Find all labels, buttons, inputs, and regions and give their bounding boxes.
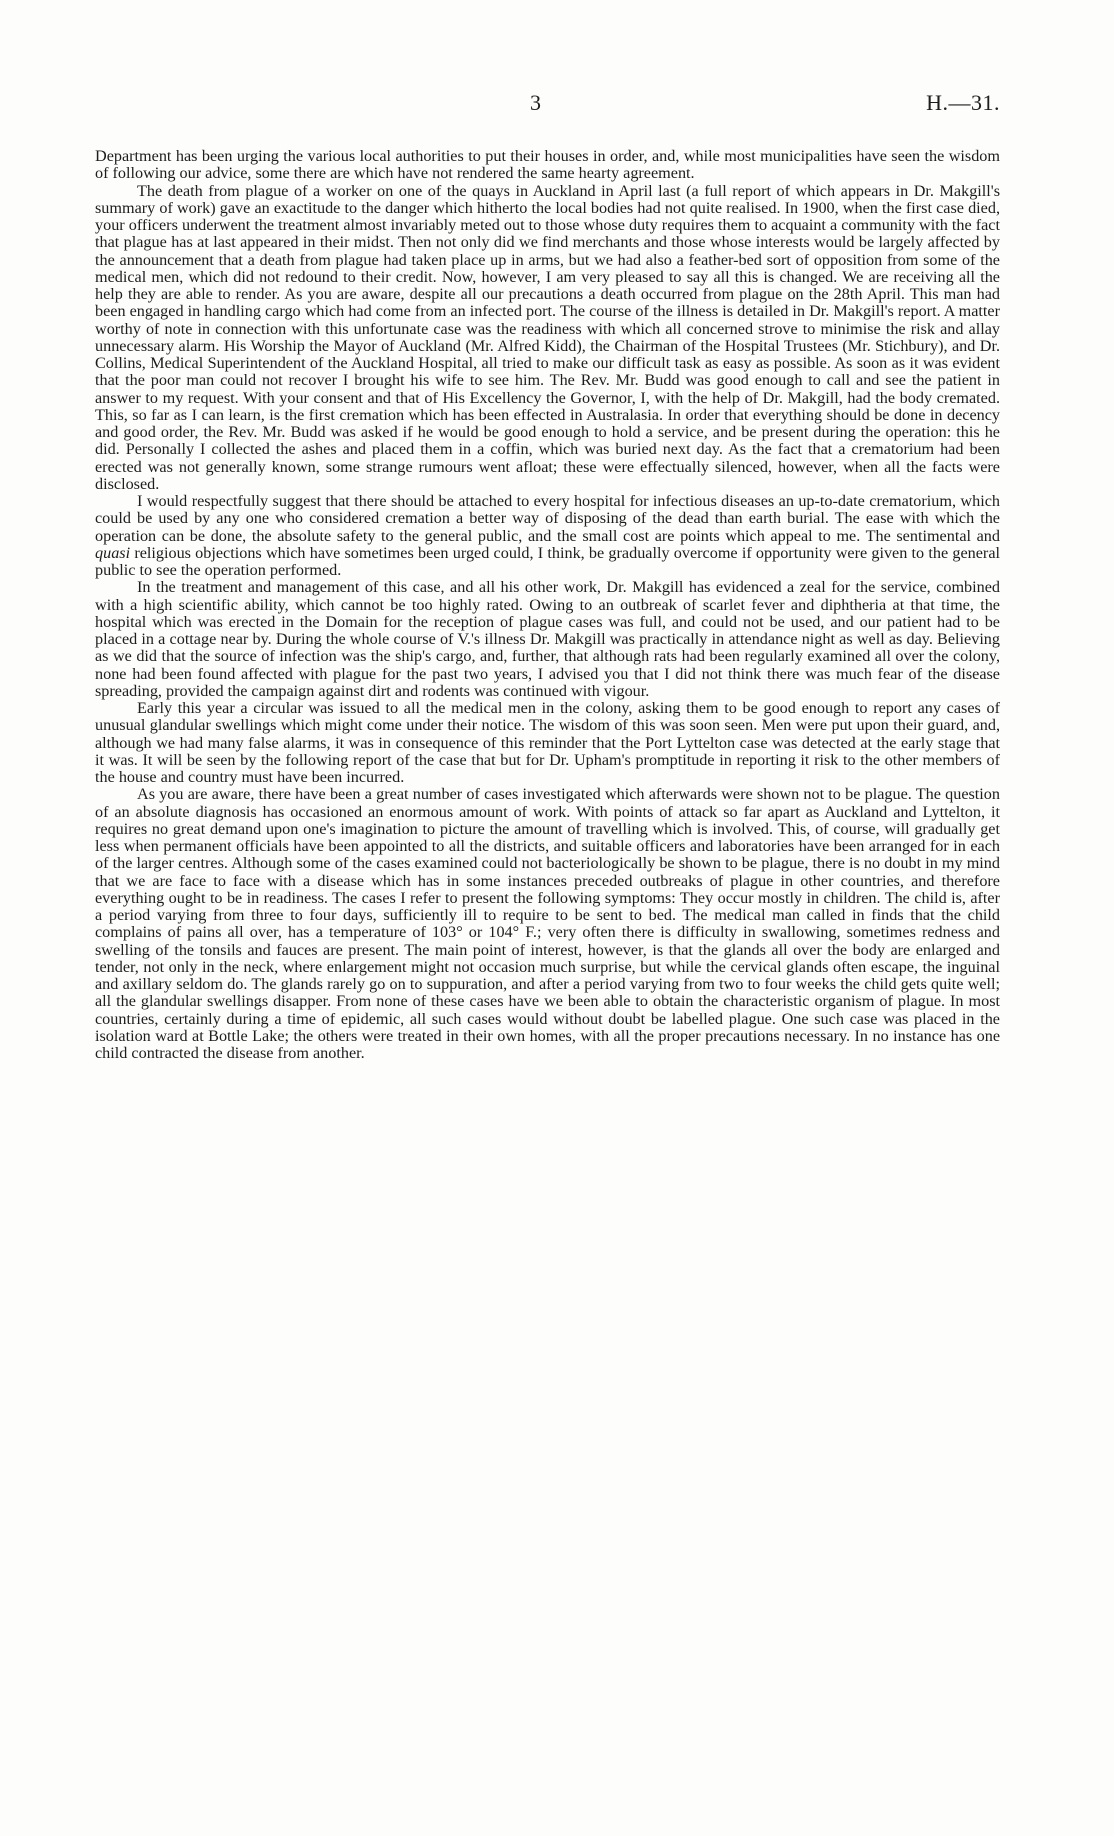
paragraph-1: Department has been urging the various local authorities to put their houses in order, and, while most municipalities have seen the wisdom of following our advice, some there are which have not rendered the same hearty agreement. [95, 147, 1000, 183]
italic-term: quasi [95, 543, 131, 562]
paragraph-5: Early this year a circular was issued to all the medical men in the colony, asking them to be good enough to report any cases of unusual glandular swellings which might come under their notice. The wisdom of this was soon seen. Men were put upon their guard, and, although we had many false alarms, it was in consequence of this reminder that the Port Lyttelton case was detected at the early stage that it was. It will be seen by the following report of the case that but for Dr. Upham's promptitude in reporting it risk to the other members of the house and country must have been incurred. [95, 699, 1000, 786]
page-number: 3 [530, 90, 541, 115]
body-text [95, 148, 1000, 1062]
paragraph-4: In the treatment and management of this case, and all his other work, Dr. Makgill has evidenced a zeal for the service, combined with a high scientific ability, which cannot be too highly rated. Owing to an outbreak of scarlet fever and diphtheria at that time, the hospital which was erected in the Domain for the reception of plague cases was full, and could not be used, and our patient had to be placed in a cottage near by. During the whole course of V.'s illness Dr. Makgill was practically in attendance night as well as day. Believing as we did that the source of infection was the ship's cargo, and, further, that although rats had been regularly examined all over the colony, none had been found affected with plague for the past two years, I advised you that I did not think there was much fear of the disease spreading, provided the campaign against dirt and rodents was continued with vigour. [95, 578, 1000, 700]
paragraph-3-text-before: I would respectfully suggest that there should be attached to every hospital for infectious diseases an up-to-date crematorium, which could be used by any one who considered cremation a better way of disposing of the dead than earth burial. The ease with which the operation can be done, the absolute safety to the general public, and the small cost are points which appeal to me. The sentimental and [95, 492, 1000, 545]
paragraph-2: The death from plague of a worker on one of the quays in Auckland in April last (a full report of which appears in Dr. Makgill's summary of work) gave an exactitude to the danger which hitherto the local bodies had not quite realised. In 1900, when the first case died, your officers underwent the treatment almost invariably meted out to those whose duty requires them to acquaint a community with the fact that plague has at last appeared in their midst. Then not only did we find merchants and those whose interests would be largely affected by the announcement that a death from plague had taken place up in arms, but we had also a feather-bed sort of opposition from some of the medical men, which did not redound to their credit. Now, however, I am very pleased to say all this is changed. We are receiving all the help they are able to render. As you are aware, despite all our precautions a death occurred from plague on the 28th April. This man had been engaged in handling cargo which had come from an infected port. The course of the illness is detailed in Dr. Makgill's report. A matter worthy of note in connection with this unfortunate case was the readiness with which all concerned strove to minimise the risk and allay unnecessary alarm. His Worship the Mayor of Auckland (Mr. Alfred Kidd), the Chairman of the Hospital Trustees (Mr. Stichbury), and Dr. Collins, Medical Superintendent of the Auckland Hospital, all tried to make our difficult task as easy as possible. As soon as it was evident that the poor man could not recover I brought his wife to see him. The Rev. Mr. Budd was good enough to call and see the patient in answer to my request. With your consent and that of His Excellency the Governor, I, with the help of Dr. Makgill, had the body cremated. This, so far as I can learn, is the first cremation which has been effected in Australasia. In order that everything should be done in decency and good order, the Rev. Mr. Budd was asked if he would be good enough to hold a service, and be present during the operation: this he did. Personally I collected the ashes and placed them in a coffin, which was buried next day. As the fact that a crematorium had been erected was not generally known, some strange rumours went afloat; these were effectually silenced, however, when all the facts were disclosed. [95, 181, 1000, 493]
paragraph-6: As you are aware, there have been a great number of cases investigated which afterwards were shown not to be plague. The question of an absolute diagnosis has occasioned an enormous amount of work. With points of attack so far apart as Auckland and Lyttelton, it requires no great demand upon one's imagination to picture the amount of travelling which is involved. This, of course, will gradually get less when permanent officials have been appointed to all the districts, and suitable officers and laboratories have been arranged for in each of the larger centres. Although some of the cases examined could not bacteriologically be shown to be plague, there is no doubt in my mind that we are face to face with a disease which has in some instances preceded outbreaks of plague in other countries, and therefore everything ought to be in readiness. The cases I refer to present the following symptoms: They occur mostly in children. The child is, after a period varying from three to four days, sufficiently ill to require to be sent to bed. The medical man called in finds that the child complains of pains all over, has a temperature of 103° or 104° F.; very often there is difficulty in swallowing, sometimes redness and swelling of the tonsils and fauces are present. The main point of interest, however, is that the glands all over the body are enlarged and tender, not only in the neck, where enlargement might not occasion much surprise, but while the cervical glands often escape, the inguinal and axillary seldom do. The glands rarely go on to suppuration, and after a period varying from two to four weeks the child gets quite well; all the glandular swellings disapper. From none of these cases have we been able to obtain the characteristic organism of plague. In most countries, certainly during a time of epidemic, all such cases would without doubt be labelled plague. One such case was placed in the isolation ward at Bottle Lake; the others were treated in their own homes, with all the proper precautions necessary. In no instance has one child contracted the disease from another. [95, 785, 1000, 1062]
document-reference: H.—31. [926, 90, 1000, 115]
paragraph-3-text-after: religious objections which have sometimes been urged could, I think, be gradually overcome if opportunity were given to the general public to see the operation performed. [95, 543, 1000, 579]
paragraph-3 [95, 493, 1000, 579]
page-header [95, 90, 1000, 122]
